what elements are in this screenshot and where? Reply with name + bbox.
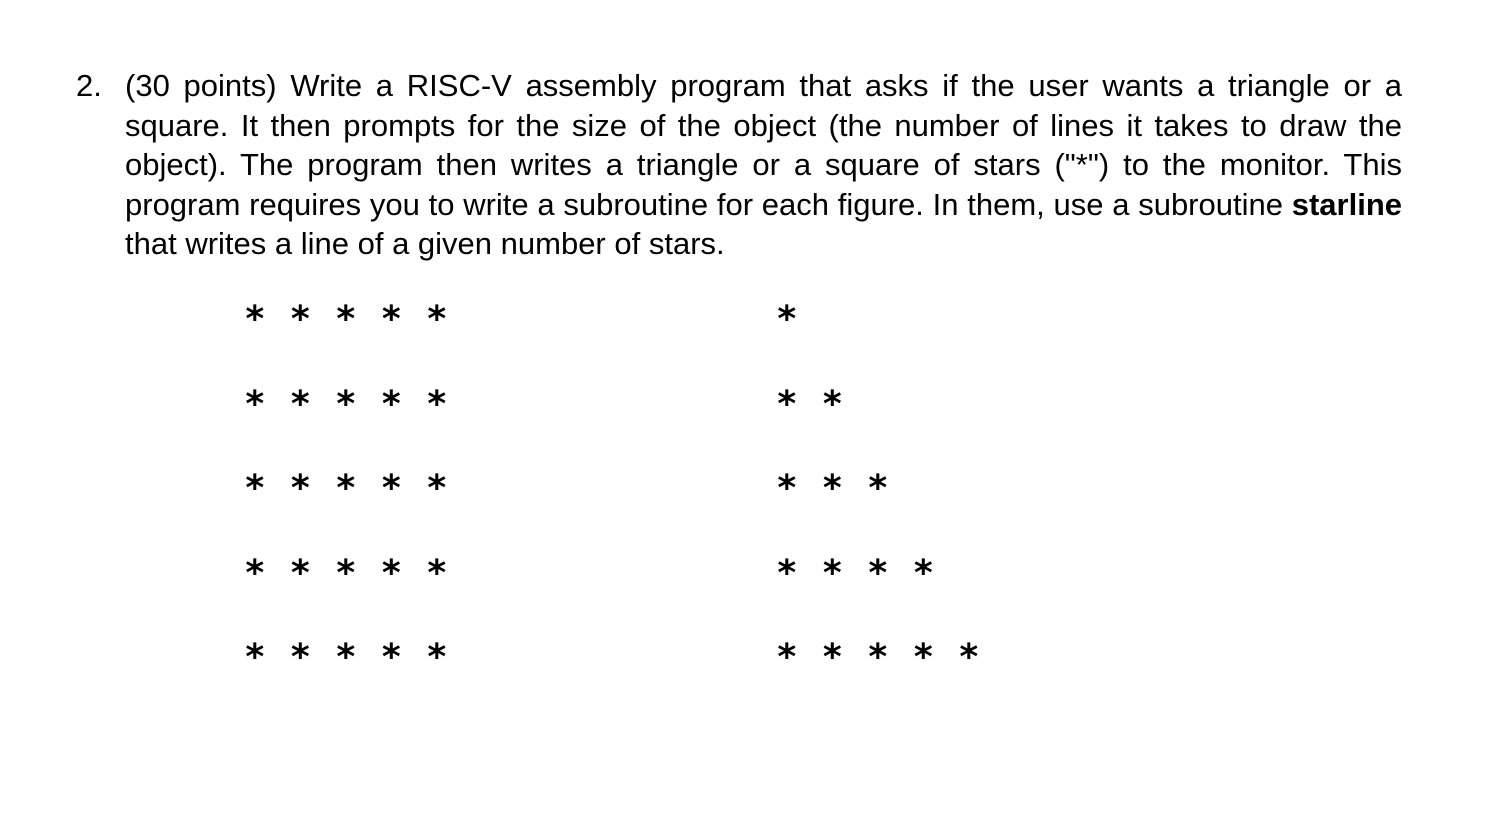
triangle-row: [776, 634, 1004, 719]
star: *: [244, 552, 266, 594]
previous-problem-cutoff-text: [290, 0, 750, 4]
square-row: [244, 634, 472, 719]
problem-text-part-2: that writes a line of a given number of stars.: [125, 226, 725, 262]
star: *: [426, 637, 448, 679]
star: *: [380, 299, 403, 340]
star: *: [335, 552, 357, 594]
star: *: [335, 383, 357, 425]
problem-statement: [125, 66, 1402, 264]
star: *: [426, 299, 448, 340]
star: *: [776, 552, 798, 594]
star: *: [335, 299, 357, 340]
star: *: [426, 383, 448, 425]
triangle-row: [776, 550, 1004, 635]
star: *: [244, 637, 266, 679]
star: *: [289, 383, 312, 425]
star: *: [335, 468, 357, 510]
star: *: [289, 299, 312, 340]
problem-text-part-1: Write a RISC-V assembly program that asks if the user wants a triangle or a square. It then prompts for the size of the object (the number of lines it takes to draw the object). The program then writes a triangle or a square of stars ("*") to the monitor. This program requires you to write a subroutine for each figure. In them, use a subroutine: [125, 68, 1402, 222]
star: *: [821, 637, 844, 679]
star: *: [380, 468, 403, 510]
square-row: [244, 550, 472, 635]
star: *: [776, 383, 798, 425]
star: *: [821, 383, 844, 425]
star: *: [426, 552, 448, 594]
star: *: [289, 637, 312, 679]
subroutine-name-bold: starline: [1291, 186, 1402, 222]
triangle-row: [776, 296, 1004, 381]
triangle-row: [776, 381, 1004, 466]
star: *: [867, 637, 889, 679]
star: *: [380, 383, 403, 425]
star: *: [380, 637, 403, 679]
star: *: [244, 468, 266, 510]
star: *: [289, 552, 312, 594]
square-row: [244, 296, 472, 381]
star: *: [912, 552, 935, 594]
star: *: [380, 552, 403, 594]
triangle-row: [776, 465, 1004, 550]
square-figure: [244, 296, 472, 719]
square-row: [244, 381, 472, 466]
problem-number: 2.: [76, 68, 102, 103]
star: *: [821, 468, 844, 510]
star: *: [958, 637, 980, 679]
square-row: [244, 465, 472, 550]
triangle-figure: [776, 296, 1004, 719]
star: *: [244, 383, 266, 425]
problem-2: [76, 66, 1402, 264]
star: *: [912, 637, 935, 679]
star: *: [244, 299, 266, 340]
star: *: [867, 468, 889, 510]
problem-points: (30 points): [125, 68, 277, 103]
star: *: [289, 468, 312, 510]
star: *: [426, 468, 448, 510]
star: *: [776, 637, 798, 679]
star: *: [776, 299, 798, 340]
star: *: [821, 552, 844, 594]
star: *: [776, 468, 798, 510]
star: *: [867, 552, 889, 594]
star: *: [335, 637, 357, 679]
